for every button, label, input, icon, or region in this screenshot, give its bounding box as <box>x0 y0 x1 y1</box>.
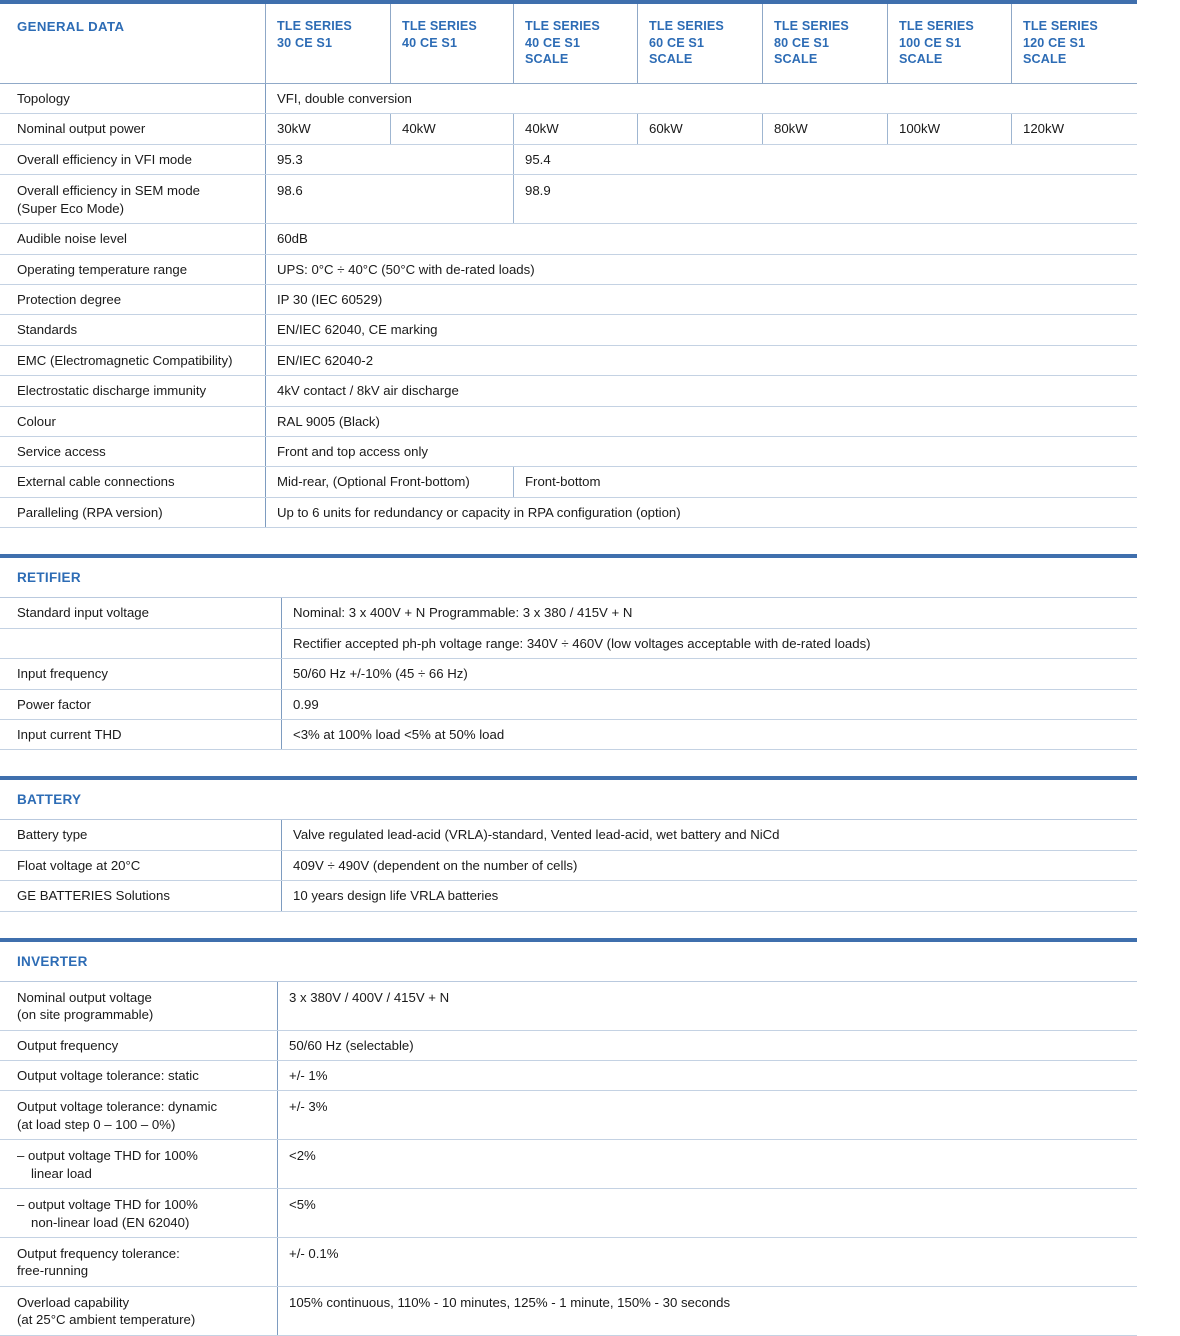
section-title: BATTERY <box>17 792 82 808</box>
column-header-line1: TLE SERIES <box>525 19 600 33</box>
column-header-line3: SCALE <box>525 52 569 67</box>
row-value: 409V ÷ 490V (dependent on the number of cells) <box>281 851 1137 880</box>
column-header-tle-100-scale <box>887 4 1011 83</box>
table-row <box>0 376 1137 406</box>
row-label: Paralleling (RPA version) <box>17 504 163 520</box>
row-value: 50/60 Hz (selectable) <box>277 1031 1137 1060</box>
row-label-line1: – output voltage THD for 100% <box>17 1197 198 1213</box>
section-title: RETIFIER <box>17 570 81 586</box>
row-label <box>0 1287 277 1335</box>
row-value: <5% <box>277 1189 1137 1237</box>
table-row <box>0 315 1137 345</box>
row-value: 98.9 <box>513 175 1137 223</box>
row-label-line2: (on site programmable) <box>17 1007 154 1023</box>
column-header-tle-60-scale <box>637 4 762 83</box>
row-label-line1: Overload capability <box>17 1294 130 1310</box>
table-row <box>0 1287 1137 1336</box>
row-label: Protection degree <box>17 291 122 307</box>
table-row <box>0 690 1137 720</box>
column-header-tle-80-scale <box>762 4 887 83</box>
row-value: 40kW <box>390 114 513 143</box>
row-label-line2: linear load <box>31 1165 92 1181</box>
column-header-general-data: GENERAL DATA <box>17 19 125 34</box>
row-label <box>0 175 265 223</box>
row-value: EN/IEC 62040-2 <box>265 346 1137 375</box>
row-label <box>0 1140 277 1188</box>
row-value: 10 years design life VRLA batteries <box>281 881 1137 910</box>
row-label: External cable connections <box>17 474 175 490</box>
table-row <box>0 224 1137 254</box>
section-inverter <box>0 938 1137 1336</box>
column-header-line1: TLE SERIES <box>649 19 724 33</box>
section-title-row <box>0 558 1137 598</box>
row-value: 98.6 <box>265 175 513 223</box>
column-header-tle-120-scale <box>1011 4 1137 83</box>
table-row <box>0 84 1137 114</box>
table-row <box>0 659 1137 689</box>
row-value: 95.4 <box>513 145 1137 174</box>
table-row <box>0 820 1137 850</box>
section-rectifier <box>0 554 1137 750</box>
row-label: Electrostatic discharge immunity <box>17 383 207 399</box>
row-label <box>0 1091 277 1139</box>
column-header-tle-40 <box>390 4 513 83</box>
row-value: UPS: 0°C ÷ 40°C (50°C with de-rated loads) <box>265 255 1137 284</box>
table-row <box>0 1140 1137 1189</box>
row-value: Valve regulated lead-acid (VRLA)-standard, Vented lead-acid, wet battery and NiCd <box>281 820 1137 849</box>
table-row <box>0 346 1137 376</box>
row-label-line2: (Super Eco Mode) <box>17 200 125 216</box>
row-label: Audible noise level <box>17 231 127 247</box>
row-value: 80kW <box>762 114 887 143</box>
row-label-line1: Nominal output voltage <box>17 989 152 1005</box>
table-row <box>0 285 1137 315</box>
column-header-line3: SCALE <box>899 52 943 67</box>
row-value: Nominal: 3 x 400V + N Programmable: 3 x 380 / 415V + N <box>281 598 1137 627</box>
row-value: 95.3 <box>265 145 513 174</box>
table-row <box>0 720 1137 750</box>
column-header-line2: 80 CE S1 <box>774 35 830 50</box>
row-label: Standard input voltage <box>17 605 149 621</box>
section-general-data <box>0 0 1137 528</box>
row-value: Up to 6 units for redundancy or capacity in RPA configuration (option) <box>265 498 1137 527</box>
row-label: Battery type <box>17 827 88 843</box>
row-label <box>0 1238 277 1286</box>
row-label-line1: Output frequency tolerance: <box>17 1245 180 1261</box>
column-header-line2: 60 CE S1 <box>649 35 705 50</box>
row-label: Power factor <box>17 696 92 712</box>
row-label: Service access <box>17 444 106 460</box>
row-value: Mid-rear, (Optional Front-bottom) <box>265 467 513 496</box>
table-header-row <box>0 4 1137 84</box>
row-label-line2: (at load step 0 – 100 – 0%) <box>17 1116 176 1132</box>
table-row <box>0 881 1137 911</box>
row-label-line2: non-linear load (EN 62040) <box>31 1214 190 1230</box>
section-title-row <box>0 780 1137 820</box>
row-value: <3% at 100% load <5% at 50% load <box>281 720 1137 749</box>
row-label: EMC (Electromagnetic Compatibility) <box>17 352 233 368</box>
table-row <box>0 1189 1137 1238</box>
table-row <box>0 629 1137 659</box>
column-header-line2: 100 CE S1 <box>899 35 962 50</box>
row-label: GE BATTERIES Solutions <box>17 888 170 904</box>
row-label: Operating temperature range <box>17 261 188 277</box>
section-title: INVERTER <box>17 953 88 969</box>
column-header-line2: 120 CE S1 <box>1023 35 1086 50</box>
table-row <box>0 498 1137 528</box>
row-label: Output frequency <box>17 1037 119 1053</box>
row-label: Standards <box>17 322 78 338</box>
column-header-line3: SCALE <box>1023 52 1067 67</box>
row-value: 50/60 Hz +/-10% (45 ÷ 66 Hz) <box>281 659 1137 688</box>
column-header-line1: TLE SERIES <box>774 19 849 33</box>
column-header-line1: TLE SERIES <box>402 19 477 33</box>
column-header-line3: SCALE <box>774 52 818 67</box>
column-header-line2: 30 CE S1 <box>277 35 333 50</box>
column-header-line2: 40 CE S1 <box>525 35 581 50</box>
table-row <box>0 982 1137 1031</box>
section-battery <box>0 776 1137 911</box>
table-row <box>0 598 1137 628</box>
table-row <box>0 145 1137 175</box>
table-row <box>0 1238 1137 1287</box>
row-value: +/- 1% <box>277 1061 1137 1090</box>
row-value: EN/IEC 62040, CE marking <box>265 315 1137 344</box>
row-value: 100kW <box>887 114 1011 143</box>
section-title-row <box>0 942 1137 982</box>
row-value: RAL 9005 (Black) <box>265 407 1137 436</box>
row-value: VFI, double conversion <box>265 84 1137 113</box>
table-row <box>0 1061 1137 1091</box>
row-label <box>0 629 281 658</box>
table-row <box>0 114 1137 144</box>
row-value: 30kW <box>265 114 390 143</box>
row-value: +/- 0.1% <box>277 1238 1137 1286</box>
row-label: Overall efficiency in VFI mode <box>17 151 192 167</box>
row-value: 0.99 <box>281 690 1137 719</box>
row-label-line2: (at 25°C ambient temperature) <box>17 1312 196 1328</box>
row-label: Colour <box>17 413 56 429</box>
column-header-line1: TLE SERIES <box>899 19 974 33</box>
row-label: Nominal output power <box>17 121 146 137</box>
row-label: Topology <box>17 91 70 106</box>
row-value: 4kV contact / 8kV air discharge <box>265 376 1137 405</box>
row-value: 60kW <box>637 114 762 143</box>
row-value: Rectifier accepted ph-ph voltage range: 340V ÷ 460V (low voltages acceptable with de-rated loads) <box>281 629 1137 658</box>
row-label: Output voltage tolerance: static <box>17 1067 199 1083</box>
table-row <box>0 255 1137 285</box>
column-header-line3: SCALE <box>649 52 693 67</box>
row-value: 60dB <box>265 224 1137 253</box>
table-row <box>0 851 1137 881</box>
row-label-line1: Output voltage tolerance: dynamic <box>17 1099 218 1115</box>
row-value: +/- 3% <box>277 1091 1137 1139</box>
row-value: 3 x 380V / 400V / 415V + N <box>277 982 1137 1030</box>
row-value: Front-bottom <box>513 467 1137 496</box>
row-value: 105% continuous, 110% - 10 minutes, 125% - 1 minute, 150% - 30 seconds <box>277 1287 1137 1335</box>
row-label: Float voltage at 20°C <box>17 857 141 873</box>
column-header-tle-30 <box>265 4 390 83</box>
column-header-line1: TLE SERIES <box>1023 19 1098 33</box>
table-row <box>0 407 1137 437</box>
table-row <box>0 1091 1137 1140</box>
row-value: Front and top access only <box>265 437 1137 466</box>
table-row <box>0 437 1137 467</box>
row-value: 40kW <box>513 114 637 143</box>
row-value: IP 30 (IEC 60529) <box>265 285 1137 314</box>
table-row <box>0 175 1137 224</box>
column-header-line1: TLE SERIES <box>277 19 352 33</box>
row-value: <2% <box>277 1140 1137 1188</box>
table-row <box>0 467 1137 497</box>
row-label-line1: Overall efficiency in SEM mode <box>17 183 200 199</box>
row-label-line1: – output voltage THD for 100% <box>17 1148 198 1164</box>
row-label <box>0 982 277 1030</box>
row-label <box>0 1189 277 1237</box>
row-value: 120kW <box>1011 114 1137 143</box>
column-header-line2: 40 CE S1 <box>402 35 458 50</box>
column-header-tle-40-scale <box>513 4 637 83</box>
row-label-line2: free-running <box>17 1263 89 1279</box>
table-row <box>0 1031 1137 1061</box>
row-label: Input frequency <box>17 666 108 682</box>
row-label: Input current THD <box>17 727 122 743</box>
